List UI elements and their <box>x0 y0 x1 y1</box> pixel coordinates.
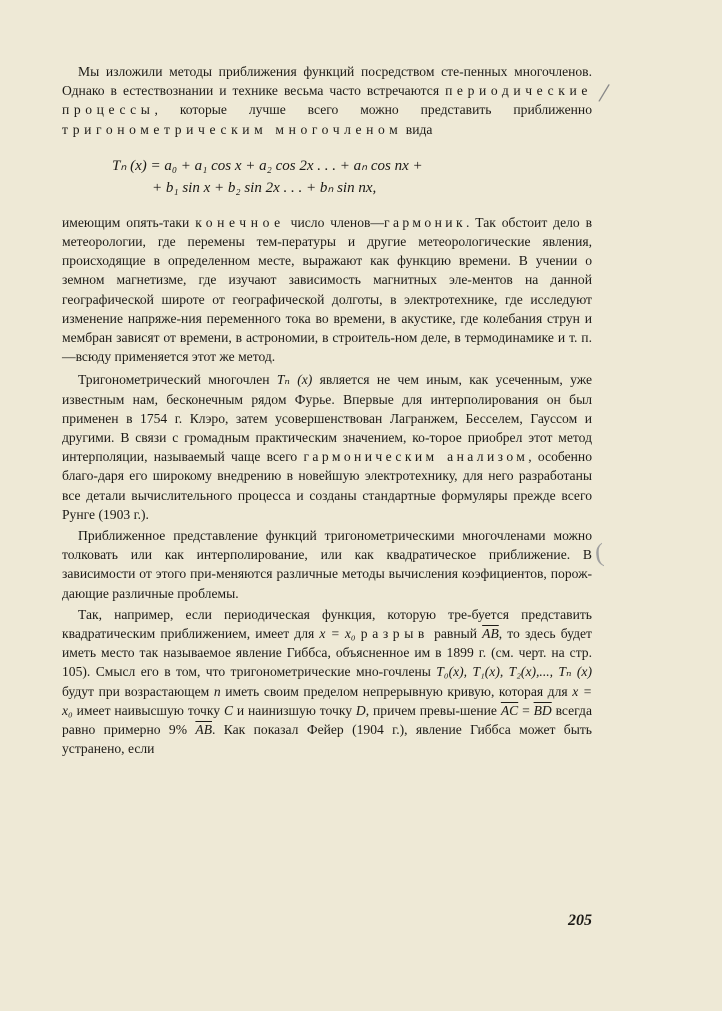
math-inline: x = x₀ <box>319 626 356 642</box>
paragraph-gibbs <box>62 605 592 759</box>
spaced-term: тригонометрическим многочленом <box>62 121 403 137</box>
paragraph-fourier <box>62 370 592 524</box>
text-span: Тригонометрический многочлен <box>78 372 277 388</box>
text-span: , которые лучше всего можно представить приближенно <box>154 102 592 118</box>
math-inline: $\overline{AC}$ <box>500 702 519 718</box>
spaced-term: гармоник <box>384 214 466 230</box>
text-span: , причем превы-шение <box>365 702 501 718</box>
math-inline: x = x₀ <box>62 683 593 718</box>
text-span: и наинизшую точку <box>233 702 356 718</box>
formula-line-1: Tₙ (x) = a₀ + a₁ cos x + a₂ cos 2x . . . + aₙ cos nx + <box>112 157 423 174</box>
text-span: будут при возрастающем <box>62 683 214 699</box>
text-span: Так, например, если периодическая функция, которую тре-буется представить квадратическим приближением, имеет для <box>62 606 592 642</box>
text-span: является не чем иным, как усеченным, уже известным нам, бесконечным рядом Фурье. Впервые для интерполирования он был применен в 1754 г. Клэро, затем усовершенствован Лагранжем, Бесселем, Гауссом и другими. В связи с громадным практическим значением, ко-торое приобрел этот метод интерполяции, называемый чаще всего <box>62 372 592 465</box>
text-span: , особенно благо-даря его широкому внедрению в новейшую электротехнику, для него разработаны все детали вычислительного процесса и созданы стандартные формуляры прежде всего Рунге (1903 г.). <box>62 449 592 522</box>
page-body <box>62 62 592 962</box>
page-number: 205 <box>568 912 592 929</box>
text-span: Приближенное представление функций тригонометрическими многочленами можно толковать или как интерполирование, или как квадратическое приближение. В зависимости от этого при-меняются различные методы вычисления коэфициентов, порож-дающие различные проблемы. <box>62 528 592 601</box>
text-span: имеющим опять-таки <box>62 214 196 230</box>
spaced-term: конечное <box>195 214 285 230</box>
text-span: вида <box>402 121 433 137</box>
text-span: иметь своим пределом непрерывную кривую, которая для <box>220 683 573 699</box>
pencil-margin-mark: ( <box>593 537 605 568</box>
text-span: . Как показал Фейер (1904 г.), явление Гиббса может быть устранено, если <box>62 722 592 757</box>
spaced-term: гармоническим анализом <box>303 449 529 465</box>
text-span: имеет наивысшую точку <box>72 702 224 718</box>
math-inline: $\overline{AB}$ <box>195 722 212 738</box>
text-span: , то здесь будет иметь место так называемое явление Гиббса, объясненное им в 1899 г. (см. черт. на стр. 105). Смысл его в том, что тригонометрические мно-гочлены <box>62 626 592 680</box>
text-span: = <box>518 702 534 718</box>
text-span: всегда равно примерно 9% <box>62 702 592 738</box>
text-span: число членов— <box>284 214 385 230</box>
paragraph-harmonics <box>62 213 592 367</box>
math-inline: Tₙ (x) <box>276 372 313 388</box>
math-inline: n <box>213 683 221 699</box>
math-inline: C <box>223 702 234 718</box>
spaced-term: периодические процессы <box>62 83 592 118</box>
spaced-term: разрыв <box>360 626 429 642</box>
math-inline: T₀(x), T₁(x), T₂(x),..., Tₙ (x) <box>436 664 592 680</box>
text-span: Мы изложили методы приближения функций посредством сте-пенных многочленов. Однако в естествознании и технике весьма часто встречаются <box>62 64 592 99</box>
text-span: . Так обстоит дело в метеорологии, где перемены тем-пературы и другие метеорологические явления, происходящие в определенном месте, выражают как функцию времени. В учении о земном магнетизме, где изучают зависимость магнитных эле-ментов на данной географической широте от географической долготы, в электротехнике, где исследуют изменение напряже-ния переменного тока во времени, в акустике, где колебания струн и мембран зависят от времени, в астрономии, в строитель-ном деле, в термодинамике и т. п.—всюду применяется этот же метод. <box>62 214 592 365</box>
math-inline: D <box>355 702 366 718</box>
paragraph-approximation <box>62 526 592 603</box>
math-inline: $\overline{BD}$ <box>533 702 552 718</box>
pencil-check-mark: / <box>596 77 612 110</box>
trig-polynomial-formula <box>62 155 592 199</box>
math-inline: $\overline{AB}$ <box>482 626 499 642</box>
formula-line-2: + b₁ sin x + b₂ sin 2x . . . + bₙ sin nx, <box>152 179 377 196</box>
text-span: равный <box>428 626 483 642</box>
paragraph-periodic-processes <box>62 62 592 139</box>
